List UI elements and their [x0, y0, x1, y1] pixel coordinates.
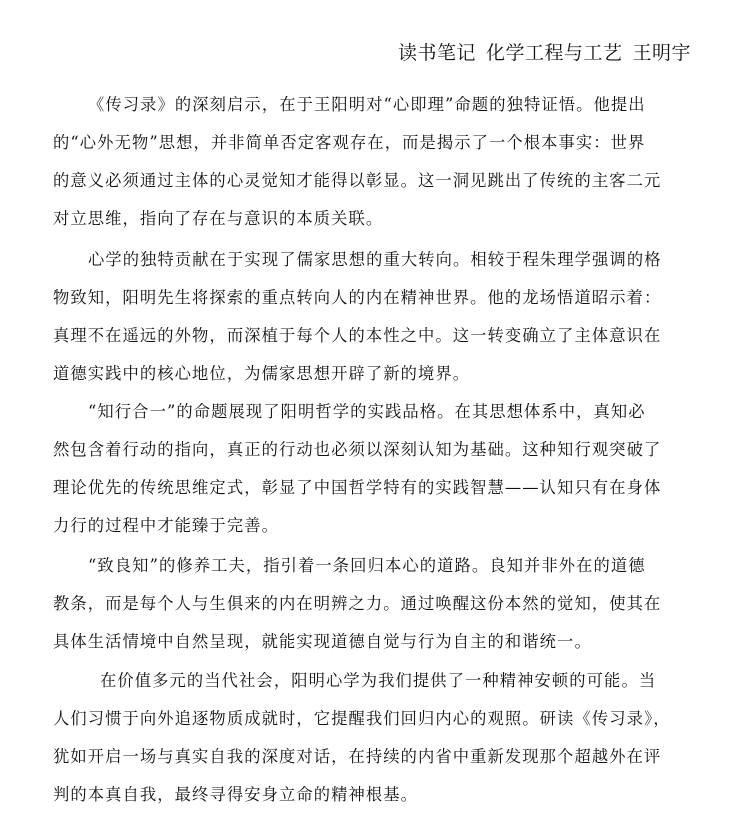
paragraph-1-line-4: 对立思维，指向了存在与意识的本质关联。 [53, 209, 384, 228]
header-major: 化学工程与工艺 [485, 42, 623, 64]
paragraph-4-line-2: 教条，而是每个人与生俱来的内在明辨之力。通过唤醒这份本然的觉知，使其在 [53, 594, 662, 613]
paragraph-3-line-2: 然包含着行动的指向，真正的行动也必须以深刻认知为基础。这种知行观突破了 [53, 440, 662, 459]
paragraph-1-line-3: 的意义必须通过主体的心灵觉知才能得以彰显。这一洞见跳出了传统的主客二元 [53, 171, 662, 190]
paragraph-5-line-3: 犹如开启一场与真实自我的深度对话，在持续的内省中重新发现那个超越外在评 [53, 747, 662, 766]
paragraph-1-line-1: 《传习录》的深刻启示，在于王阳明对“心即理”命题的独特证悟。他提出 [88, 95, 646, 114]
paragraph-2-line-1: 心学的独特贡献在于实现了儒家思想的重大转向。相较于程朱理学强调的格 [88, 250, 662, 269]
paragraph-3-line-3: 理论优先的传统思维定式，彰显了中国哲学特有的实践智慧——认知只有在身体 [53, 478, 662, 497]
paragraph-2-line-4: 道德实践中的核心地位，为儒家思想开辟了新的境界。 [53, 364, 471, 383]
paragraph-4-line-3: 具体生活情境中自然呈现，就能实现道德自觉与行为自主的和谐统一。 [53, 632, 592, 651]
paragraph-3-line-1: “知行合一”的命题展现了阳明哲学的实践品格。在其思想体系中，真知必 [88, 402, 646, 421]
paragraph-4-line-1: “致良知”的修养工夫，指引着一条回归本心的道路。良知并非外在的道德 [88, 556, 646, 575]
header-title: 读书笔记 [397, 42, 476, 64]
paragraph-2-line-2: 物致知，阳明先生将探索的重点转向人的内在精神世界。他的龙场悟道昭示着： [53, 288, 662, 307]
paragraph-5-line-1: 在价值多元的当代社会，阳明心学为我们提供了一种精神安顿的可能。当 [100, 671, 657, 690]
paragraph-1-line-2: 的“心外无物”思想，并非简单否定客观存在，而是揭示了一个根本事实：世界 [53, 133, 646, 152]
page-header [398, 38, 691, 65]
paragraph-2-line-3: 真理不在遥远的外物，而深植于每个人的本性之中。这一转变确立了主体意识在 [53, 326, 662, 345]
paragraph-5-line-2: 人们习惯于向外追逐物质成就时，它提醒我们回归内心的观照。研读《传习录》， [53, 709, 671, 728]
paragraph-3-line-4: 力行的过程中才能臻于完善。 [53, 516, 279, 535]
header-author: 王明宇 [632, 42, 691, 64]
paragraph-5-line-4: 判的本真自我，最终寻得安身立命的精神根基。 [53, 785, 419, 804]
